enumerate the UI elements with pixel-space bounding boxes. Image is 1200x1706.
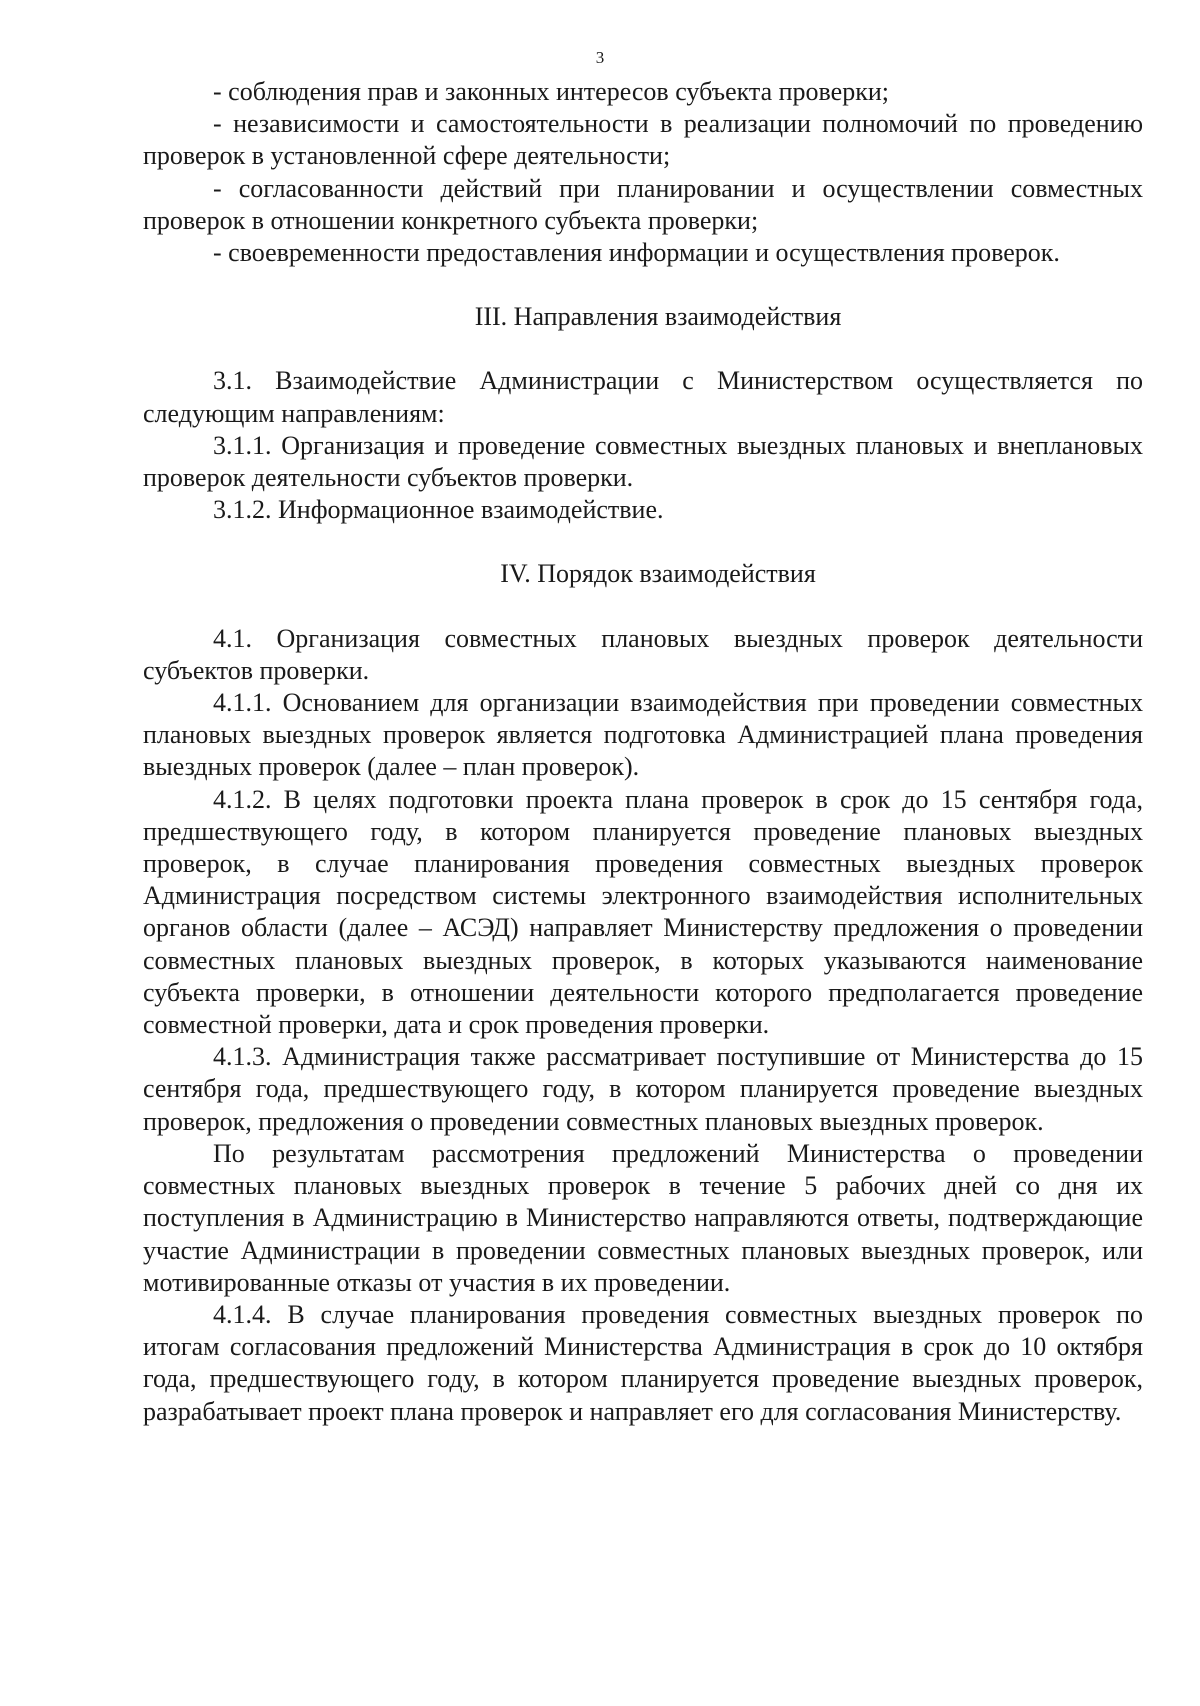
section-heading-4: IV. Порядок взаимодействия <box>500 559 816 589</box>
spacer <box>143 333 1143 365</box>
paragraph-4-1-1: 4.1.1. Основанием для организации взаимодействия при проведении совместных плановых выездных проверок является подготовка Администрацией плана проведения выездных проверок (далее – план проверок). <box>143 688 1143 782</box>
paragraph-3-1-1: 3.1.1. Организация и проведение совместных выездных плановых и внеплановых проверок деятельности субъектов проверки. <box>143 430 1143 493</box>
page-number: 3 <box>595 48 605 67</box>
spacer <box>143 269 1143 301</box>
paragraph-4-1-4: 4.1.4. В случае планирования проведения совместных выездных проверок по итогам согласования предложений Министерства Администрация в срок до 10 октября года, предшествующего году, в котором планируется проведение выездных проверок, разрабатывает проект плана проверок и направляет его для согласования Министерству. <box>143 1299 1143 1426</box>
spacer <box>143 526 1143 558</box>
paragraph-3-1: 3.1. Взаимодействие Администрации с Министерством осуществляется по следующим направлениям: <box>143 366 1143 428</box>
section-heading-3: III. Направления взаимодействия <box>474 302 842 332</box>
list-item-independence: - независимости и самостоятельности в реализации полномочий по проведению проверок в установленной сфере деятельности; <box>143 109 1143 171</box>
paragraph-4-1: 4.1. Организация совместных плановых выездных проверок деятельности субъектов проверки. <box>143 623 1143 685</box>
paragraph-results: По результатам рассмотрения предложений Министерства о проведении совместных плановых выездных проверок в течение 5 рабочих дней со дня их поступления в Администрацию в Министерство направляются ответы, подтверждающие участие Администрации в проведении совместных плановых выездных проверок, или мотивированные отказы от участия в их проведении. <box>143 1138 1143 1297</box>
paragraph-4-1-3: 4.1.3. Администрация также рассматривает поступившие от Министерства до 15 сентября года, предшествующего году, в котором планируется проведение выездных проверок, предложения о проведении совместных плановых выездных проверок. <box>143 1042 1143 1136</box>
paragraph-4-1-2: 4.1.2. В целях подготовки проекта плана проверок в срок до 15 сентября года, предшествующего году, в котором планируется проведение плановых выездных проверок, в случае планирования проведения совместных выездных проверок Администрация посредством системы электронного взаимодействия исполнительных органов области (далее – АСЭД) направляет Министерству предложения о проведении совместных плановых выездных проверок, в которых указываются наименование субъекта проверки, в отношении деятельности которого предполагается проведение совместной проверки, дата и срок проведения проверки. <box>143 784 1143 1040</box>
list-item-timeliness: - своевременности предоставления информации и осуществления проверок. <box>213 238 1060 268</box>
spacer <box>143 591 1143 623</box>
list-item-coordination: - согласованности действий при планировании и осуществлении совместных проверок в отношении конкретного субъекта проверки; <box>143 173 1143 235</box>
paragraph-3-1-2: 3.1.2. Информационное взаимодействие. <box>213 495 664 525</box>
list-item-rights: - соблюдения прав и законных интересов субъекта проверки; <box>213 77 889 106</box>
document-body <box>143 76 1143 1428</box>
